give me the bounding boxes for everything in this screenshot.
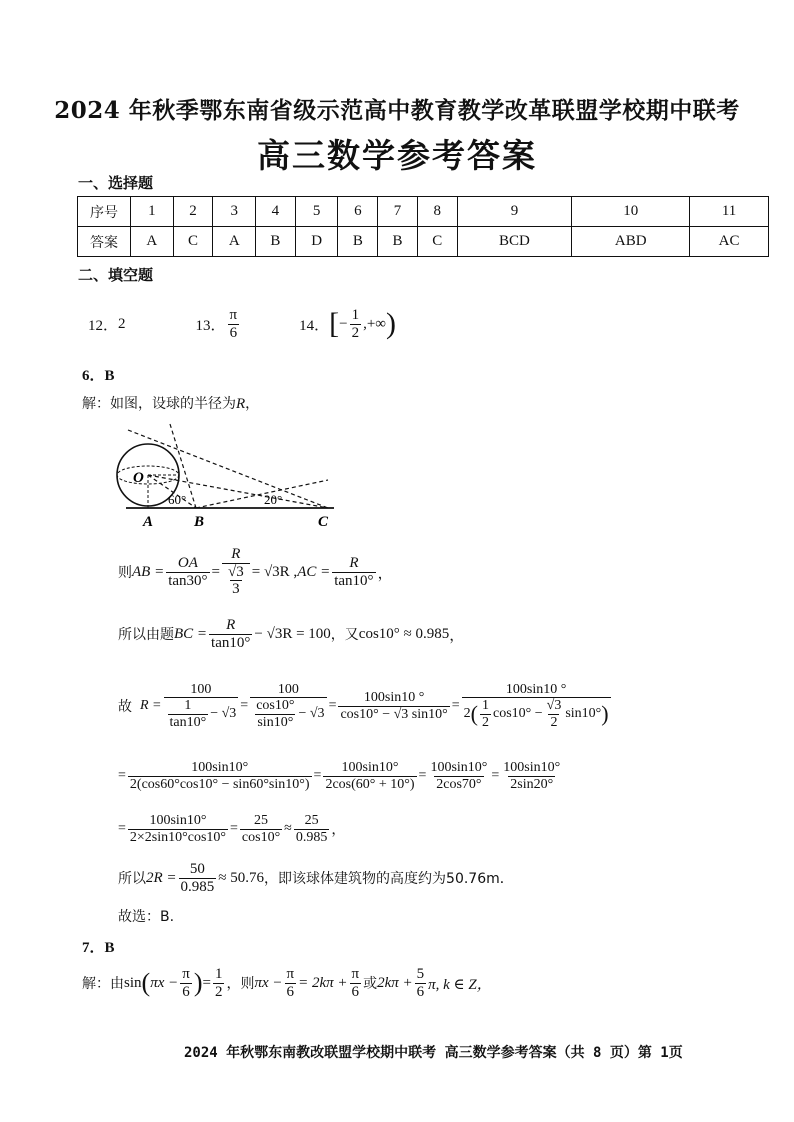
step1-frac-r [222, 546, 250, 598]
table-cell: D [295, 227, 338, 257]
frac-num: 100 [277, 681, 299, 697]
frac-cos: cos10° − [492, 706, 543, 722]
step4-eq0: = [118, 768, 126, 783]
frac-den: cos10° [241, 829, 281, 845]
step5-approx: ≈ [284, 821, 292, 836]
q13-numerator: π [229, 307, 238, 323]
frac-num: OA [177, 555, 198, 571]
frac-num: cos10° [256, 698, 295, 714]
step4-frac-c [428, 760, 489, 792]
step4-frac-b [323, 760, 416, 792]
page-footer: 2024 年秋鄂东南教改联盟学校期中联考 高三数学参考答案（共 8 页）第 1页 [184, 1045, 683, 1061]
step3-prefix: 故 [118, 699, 132, 715]
frac-den: cos10° − √3 sin10° [340, 706, 448, 722]
q14-denominator: 2 [351, 324, 360, 341]
step3-eq: = [240, 698, 249, 713]
q7-or: 或 [363, 976, 378, 992]
q7-frac-half [213, 966, 225, 1000]
q6-intro-var: R [236, 396, 246, 412]
table-row-answers [78, 227, 769, 257]
step2-bc: BC = [174, 625, 208, 642]
q14-label: 14． [299, 317, 330, 334]
geometry-figure [108, 420, 340, 532]
q7-paren-close: ) [193, 968, 203, 997]
step6-frac [179, 861, 217, 895]
frac-den: 3 [232, 581, 240, 598]
frac-num: 100sin10° [430, 760, 488, 776]
exam-title: 2024 年秋季鄂东南省级示范高中教育教学改革联盟学校期中联考 [54, 97, 740, 124]
frac-num: 25 [254, 813, 269, 829]
q6-step6 [118, 856, 514, 900]
q6-step4 [118, 752, 564, 800]
q7-title: 7．B [82, 940, 115, 956]
label-a: A [143, 514, 154, 530]
step1-eq: = [211, 563, 220, 580]
frac-den: 0.985 [180, 878, 215, 895]
q7-intro: 解：由 [82, 976, 124, 992]
step1-frac-oa [166, 555, 209, 589]
table-cell: A [131, 227, 174, 257]
q14-tail: ,+∞ [363, 315, 386, 332]
table-row-numbers [78, 197, 769, 227]
q14-open-bracket: [ [329, 307, 340, 340]
step6-lhs: 2R = [146, 869, 177, 886]
q7-solution [82, 960, 492, 1006]
table-cell: AC [690, 227, 769, 257]
frac-num: π [182, 966, 190, 982]
table-cell: BCD [457, 227, 572, 257]
step6-text: ，即该球体建筑物的高度约为50.76m． [264, 871, 514, 887]
frac-num: 1 [184, 698, 192, 714]
document-title: 高三数学参考答案 [257, 136, 537, 175]
q14-fraction [350, 307, 362, 341]
table-cell: 6 [338, 197, 378, 227]
step2-frac [209, 617, 252, 651]
step3-eq2: = [328, 698, 337, 713]
table-cell: 9 [457, 197, 572, 227]
q7-frac-pi3 [350, 966, 362, 1000]
step4-frac-d [501, 760, 562, 792]
frac-num: 100sin10° [341, 760, 399, 776]
q7-alt: 2kπ + [377, 974, 413, 991]
frac-num: π [351, 966, 360, 982]
frac-den: 2(cos60°cos10° − sin60°sin10°) [129, 776, 310, 792]
frac-num: 100sin10° [503, 760, 561, 776]
label-angle-60: 60° [168, 492, 187, 507]
step1-frac-ac [332, 555, 375, 589]
frac-den: tan30° [168, 572, 208, 589]
step1-ab: AB = [132, 563, 165, 580]
frac-den: 2cos(60° + 10°) [325, 776, 415, 792]
nested-frac [545, 698, 564, 730]
q6-intro-end: ， [245, 396, 260, 412]
tangent-line-upper [128, 430, 328, 508]
nested-frac [254, 698, 296, 730]
q13-fraction [228, 307, 240, 341]
q7-eq2: = 2kπ + [298, 974, 348, 991]
step2-cos: cos10° ≈ 0.985 [358, 625, 450, 642]
frac-num: 5 [416, 966, 425, 982]
frac-num: R [349, 555, 359, 571]
q6-intro-text: 解：如图，设球的半径为 [82, 396, 236, 412]
step3-frac-b [250, 682, 326, 730]
table-cell: 3 [213, 197, 256, 227]
frac-tail: − √3 [298, 706, 325, 722]
step4-eq2: = [418, 768, 427, 783]
frac-den: tan10° [334, 572, 374, 589]
frac-sin: sin10° [565, 706, 602, 722]
step2-prefix: 所以由题 [118, 627, 174, 643]
step5-eq1: = [230, 821, 238, 836]
q7-frac-pi2 [285, 966, 297, 1000]
q13-label: 13． [195, 317, 226, 334]
frac-num: R [226, 617, 236, 633]
table-header-answer: 答案 [78, 227, 131, 257]
q6-step5 [118, 806, 345, 852]
frac-den: tan10° [211, 634, 251, 651]
frac-num: 100sin10° [191, 760, 249, 776]
frac-num: √3 [546, 698, 562, 714]
frac-den [250, 697, 326, 730]
frac-num: 1 [214, 966, 223, 982]
frac-den [222, 563, 250, 598]
q7-then: ，则 [226, 976, 255, 992]
step2-also: ，又 [330, 627, 359, 643]
table-cell: 1 [131, 197, 174, 227]
label-o: O [133, 470, 144, 486]
step5-frac-c [294, 813, 330, 845]
frac-den: 2 [481, 714, 489, 730]
q12-label: 12． [88, 317, 119, 334]
nested-frac [480, 698, 491, 730]
step6-prefix: 所以 [118, 871, 146, 887]
frac-den: 6 [182, 983, 190, 1000]
frac-den: 6 [351, 983, 360, 1000]
table-cell: B [256, 227, 296, 257]
frac-den: 2cos70° [436, 776, 482, 792]
step1-eq2: = √3R , [251, 563, 298, 580]
table-cell: A [213, 227, 256, 257]
frac-num: π [286, 966, 295, 982]
step5-frac-a [128, 813, 228, 845]
frac-num: √3 [228, 563, 244, 580]
frac-den [462, 697, 611, 730]
frac-num: 100sin10° [149, 813, 207, 829]
frac-den: sin10° [257, 714, 294, 730]
paren: ( [470, 701, 478, 727]
frac-num: 100 [190, 681, 212, 697]
label-c: C [318, 514, 329, 530]
frac-den: 2sin20° [510, 776, 554, 792]
q6-intro [82, 393, 259, 413]
answer-table [77, 196, 769, 257]
step3-frac-a [164, 682, 239, 730]
step6-approx: ≈ 50.76 [218, 869, 265, 886]
frac-num: 100sin10 ° [505, 681, 567, 697]
table-cell: C [173, 227, 213, 257]
q12-value: 2 [118, 315, 126, 332]
frac-num: 50 [189, 861, 205, 877]
step5-end: ， [331, 823, 346, 838]
q7-frac-pi [180, 966, 192, 1000]
q14-close-bracket: ) [386, 307, 396, 340]
q13-denominator: 6 [229, 324, 238, 341]
step4-frac-a [128, 760, 312, 792]
step2-end: ， [449, 627, 465, 644]
step1-end: ， [377, 565, 393, 582]
frac-den: 0.985 [295, 829, 328, 845]
step3-eq3: = [451, 698, 460, 713]
frac-den: 6 [286, 983, 295, 1000]
frac-num: 100sin10 ° [363, 690, 425, 706]
q7-sin: sin [124, 974, 142, 991]
frac-den: 2 [214, 983, 223, 1000]
frac-num: 1 [481, 698, 489, 714]
table-cell: 2 [173, 197, 213, 227]
step2-rest: − √3R = 100 [254, 625, 331, 642]
table-cell: 5 [295, 197, 338, 227]
step4-eq1: = [313, 768, 322, 783]
step4-eq3: = [491, 768, 500, 783]
table-cell: 10 [572, 197, 690, 227]
frac-num: 25 [304, 813, 319, 829]
table-cell: C [417, 227, 457, 257]
frac-den: 2 [550, 714, 558, 730]
frac-den: 6 [416, 983, 425, 1000]
step5-frac-b [240, 813, 282, 845]
q7-paren-open: ( [141, 968, 151, 997]
frac-den: 2×2sin10°cos10° [129, 829, 226, 845]
frac-den [164, 697, 239, 730]
frac-num: R [231, 546, 241, 563]
q6-step3 [118, 668, 613, 744]
table-cell: 7 [378, 197, 418, 227]
frac-tail: − √3 [210, 706, 237, 722]
q6-title: 6．B [82, 368, 115, 384]
step3-frac-d [462, 682, 611, 730]
section-heading-fill: 二、填空题 [78, 266, 154, 284]
q7-pix: πx − [150, 974, 179, 991]
q7-frac-five [415, 966, 427, 1000]
table-cell: B [338, 227, 378, 257]
nested-frac [226, 564, 246, 598]
step5-eq0: = [118, 821, 126, 836]
frac-coef: 2 [463, 706, 471, 722]
q6-step2 [118, 612, 464, 656]
q7-tail: π, k ∈ Z， [428, 976, 492, 993]
table-cell: ABD [572, 227, 690, 257]
q7-eq: = [202, 974, 211, 991]
q14-numerator: 1 [351, 307, 360, 323]
table-header-number: 序号 [78, 197, 131, 227]
table-cell: 11 [690, 197, 769, 227]
table-cell: 8 [417, 197, 457, 227]
frac-den: tan10° [169, 714, 207, 730]
fill-answers [88, 302, 396, 346]
step1-ac: AC = [297, 563, 331, 580]
nested-frac [168, 698, 209, 730]
section-heading-choice: 一、选择题 [78, 174, 154, 192]
step3-r: R = [140, 698, 162, 713]
label-angle-20: 20° [264, 492, 283, 507]
q7-pix2: πx − [254, 974, 283, 991]
step3-frac-c [338, 690, 449, 722]
table-cell: B [378, 227, 418, 257]
q14-minus: − [339, 315, 348, 332]
label-b: B [194, 514, 205, 530]
q6-conclusion: 故选：B. [118, 909, 175, 925]
q6-step1 [118, 540, 393, 604]
step1-prefix: 则 [118, 565, 132, 581]
table-cell: 4 [256, 197, 296, 227]
paren: ) [601, 701, 609, 727]
